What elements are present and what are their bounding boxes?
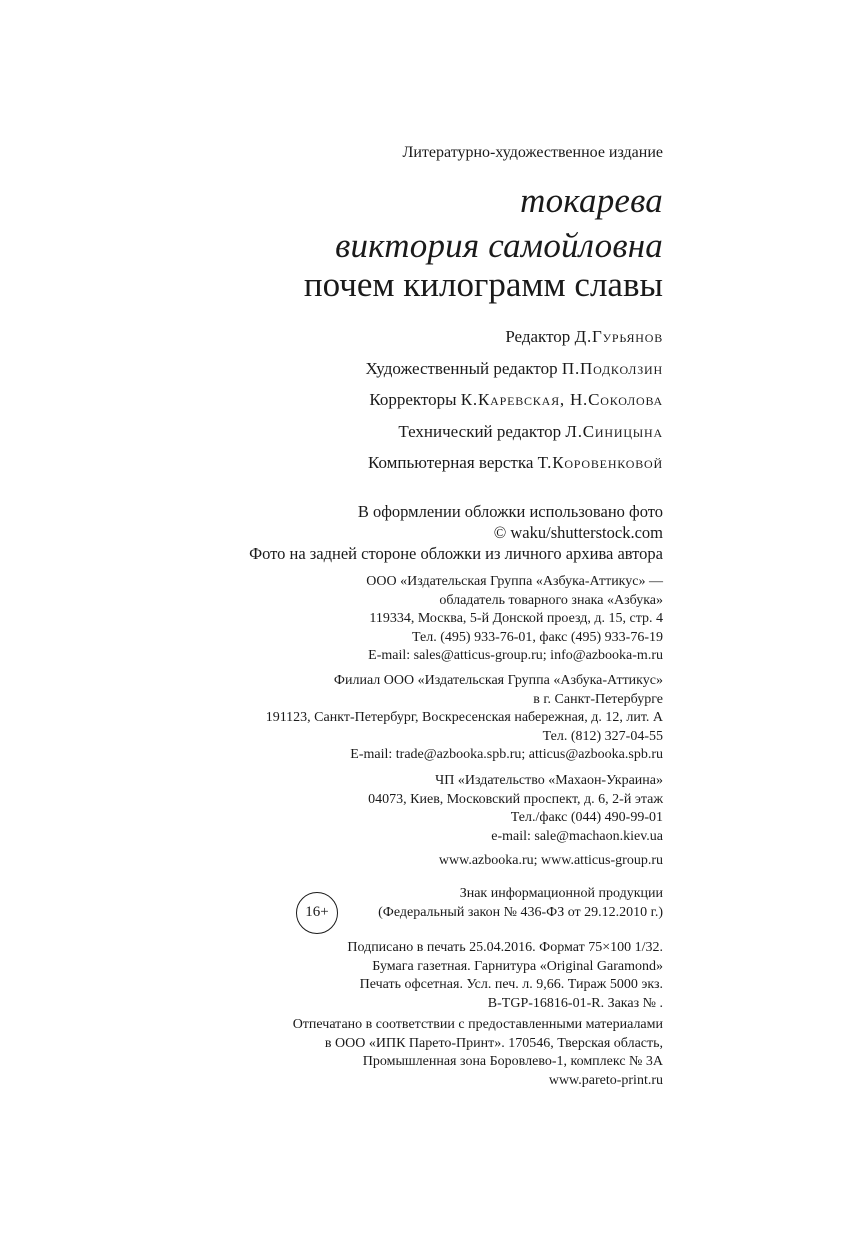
author-given-names: виктория самойловна xyxy=(335,226,663,265)
photo-credit-line: В оформлении обложки использовано фото xyxy=(357,502,663,521)
credit-line: Компьютерная верстка Т.Коровенковой xyxy=(367,453,663,472)
address-line: Тел. (812) 327-04-55 xyxy=(542,728,663,744)
address-line: E-mail: sales@atticus-group.ru; info@azbooka-m.ru xyxy=(368,648,663,663)
print-line: Подписано в печать 25.04.2016. Формат 75×100 1/32. xyxy=(347,940,663,955)
address-line: 119334, Москва, 5-й Донской проезд, д. 15, стр. 4 xyxy=(369,611,663,626)
address-line: в г. Санкт-Петербурге xyxy=(533,691,663,707)
age-rating-line: Знак информационной продукции xyxy=(459,886,663,901)
print-line: B-TGP-16816-01-R. Заказ № . xyxy=(487,995,663,1011)
print-details xyxy=(347,939,663,1013)
credit-line: Корректоры К.Каревская, Н.Соколова xyxy=(369,390,663,409)
address-line: Тел. (495) 933-76-01, факс (495) 933-76-19 xyxy=(412,629,663,645)
age-rating-line: (Федеральный закон № 436-ФЗ от 29.12.2010 г.) xyxy=(378,904,663,920)
print-line: Печать офсетная. Усл. печ. л. 9,66. Тираж 5000 экз. xyxy=(359,977,663,992)
address-line: обладатель товарного знака «Азбука» xyxy=(439,592,663,608)
age-rating-block xyxy=(295,880,663,940)
credit-line: Технический редактор Л.Синицына xyxy=(398,421,663,441)
imprint-line: Отпечатано в соответствии с предоставленными материалами xyxy=(292,1017,663,1032)
publisher-ukraine-address xyxy=(368,772,663,846)
address-line: ЧП «Издательство «Махаон-Украина» xyxy=(435,773,663,788)
photo-credits xyxy=(249,501,663,564)
age-rating-badge: 16+ xyxy=(296,892,338,934)
address-line: 04073, Киев, Московский проспект, д. 6, 2-й этаж xyxy=(368,791,663,807)
author-surname: токарева xyxy=(520,181,663,220)
photo-credit-line: Фото на задней стороне обложки из личного архива автора xyxy=(249,544,663,563)
photo-copyright-line: © waku/shutterstock.com xyxy=(493,523,663,542)
address-line: Тел./факс (044) 490-99-01 xyxy=(510,810,663,825)
printing-house xyxy=(293,1016,663,1090)
imprint-line: в ООО «ИПК Парето-Принт». 170546, Тверская область, xyxy=(324,1035,663,1051)
staff-credits xyxy=(366,321,663,479)
credit-line: Художественный редактор П.Подколзин xyxy=(365,358,663,378)
age-rating-text xyxy=(378,885,663,922)
print-line: Бумага газетная. Гарнитура «Original Garamond» xyxy=(372,958,663,974)
book-title: почем килограмм славы xyxy=(303,265,663,304)
publisher-spb-address xyxy=(266,672,663,765)
publisher-main-address xyxy=(366,573,663,666)
address-line: Филиал ООО «Издательская Группа «Азбука-Аттикус» xyxy=(333,673,663,688)
credit-line: Редактор Д.Гурьянов xyxy=(505,327,663,346)
author-name xyxy=(335,178,663,268)
address-line: 191123, Санкт-Петербург, Воскресенская набережная, д. 12, лит. А xyxy=(265,710,663,725)
publisher-websites: www.azbooka.ru; www.atticus-group.ru xyxy=(438,853,663,868)
address-line: ООО «Издательская Группа «Азбука-Аттикус» — xyxy=(366,574,663,589)
address-line: E-mail: trade@azbooka.spb.ru; atticus@azbooka.spb.ru xyxy=(350,747,663,762)
edition-type: Литературно-художественное издание xyxy=(402,144,663,161)
imprint-line: www.pareto-print.ru xyxy=(548,1072,663,1088)
address-line: e-mail: sale@machaon.kiev.ua xyxy=(491,828,663,844)
imprint-line: Промышленная зона Боровлево-1, комплекс № 3А xyxy=(362,1054,663,1069)
